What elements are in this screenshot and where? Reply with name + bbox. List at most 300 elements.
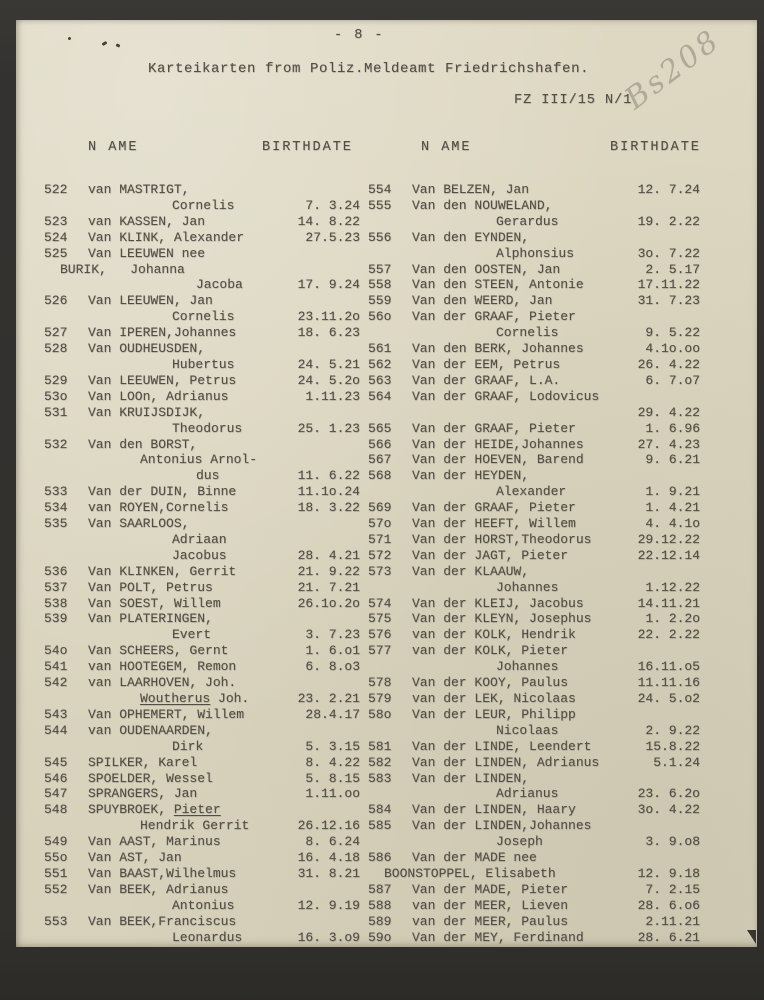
ink-speck: [68, 37, 72, 41]
entry-birthdate: 1. 2.2o: [645, 611, 700, 627]
entry-number: 525: [44, 245, 68, 261]
entry-name: Van den OOSTEN, Jan: [412, 261, 561, 277]
entry-name: Van IPEREN,Johannes: [88, 325, 237, 341]
entry-number: 581: [368, 738, 392, 754]
entry-number: 563: [368, 372, 392, 388]
entry-number: 586: [368, 850, 392, 866]
entry-number: 55o: [44, 850, 68, 866]
entry-name: Woutherus Joh.: [140, 691, 250, 706]
entry-number: 589: [368, 913, 392, 929]
entry-name: Van der EEM, Petrus: [412, 356, 561, 372]
entry-name: Van der MADE nee: [412, 850, 537, 866]
entry-number: 564: [368, 388, 392, 404]
entry-name: Van der MADE, Pieter: [412, 881, 569, 897]
entry-name: Johannes: [496, 659, 559, 675]
entry-name: Van BEEK, Adrianus: [88, 881, 229, 897]
entry-name: van der LEK, Nicolaas: [412, 691, 576, 706]
entry-birthdate: 8. 6.24: [305, 834, 360, 850]
entry-number: [44, 277, 88, 293]
entry-name: Van LEEUWEN nee: [88, 245, 206, 261]
entry-name: Van OUDHEUSDEN,: [88, 341, 206, 357]
entry-birthdate: 21. 7.21: [297, 579, 360, 595]
register-entry-line: [44, 564, 360, 580]
register-entry-line: [44, 580, 360, 596]
entry-number: 523: [44, 213, 68, 229]
entry-name: Van der LEUR, Philipp: [412, 706, 576, 722]
entry-name: Cornelis: [172, 197, 235, 213]
entry-name: Van SCHEERS, Gernt: [88, 643, 229, 659]
entry-name: Van der KLAAUW,: [412, 563, 530, 579]
entry-number: 532: [44, 436, 68, 452]
entry-number: 54o: [44, 643, 68, 659]
entry-name: Van AST, Jan: [88, 850, 182, 866]
entry-name: Van KRUIJSDIJK,: [88, 404, 206, 420]
entry-number: 541: [44, 659, 68, 675]
entry-name: van MASTRIGT,: [88, 182, 190, 197]
register-entry-line: [44, 834, 360, 850]
register-entry-line: [368, 723, 700, 739]
entry-number: 578: [368, 675, 392, 691]
register-entry-line: [368, 357, 700, 373]
register-entry-line: [368, 516, 700, 532]
column-header-name-left: N AME: [88, 140, 139, 155]
register-entry-line: [368, 500, 700, 516]
register-entry-line: [44, 468, 360, 484]
entry-number: [368, 325, 412, 341]
entry-birthdate: 11.1o.24: [297, 484, 360, 500]
entry-name: van der MEER, Lieven: [412, 897, 569, 913]
entry-number: 568: [368, 468, 392, 484]
register-entry-line: [44, 755, 360, 771]
entry-number: 537: [44, 579, 68, 595]
register-entry-line: [368, 834, 700, 850]
entry-number: [44, 532, 88, 548]
entry-birthdate: 5. 8.15: [305, 770, 360, 786]
entry-number: 56o: [368, 309, 392, 325]
entry-number: 557: [368, 261, 392, 277]
entry-name: Cornelis: [496, 325, 559, 341]
register-entry-line: [44, 214, 360, 230]
register-entry-line: [44, 707, 360, 723]
register-entry-line: [368, 643, 700, 659]
register-entry-line: [368, 627, 700, 643]
entry-name: Cornelis: [172, 309, 235, 325]
entry-name: Johannes: [496, 579, 559, 595]
entry-name: Nicolaas: [496, 722, 559, 738]
entry-birthdate: 26. 4.22: [637, 356, 700, 372]
entry-name: Van SOEST, Willem: [88, 595, 221, 611]
register-entry-line: [368, 882, 700, 898]
register-entry-line: [368, 277, 700, 293]
entry-number: [44, 930, 88, 946]
register-entry-line: [368, 802, 700, 818]
register-entry-line: [44, 914, 360, 930]
register-entry-line: [368, 214, 700, 230]
register-entry-line: [44, 405, 360, 421]
entry-birthdate: 14.11.21: [637, 595, 700, 611]
entry-name: Van der GRAAF, Pieter: [412, 309, 576, 325]
entry-name: Van der LINDEN,Johannes: [412, 818, 592, 834]
entry-birthdate: 25. 1.23: [297, 420, 360, 436]
register-entry-line: [44, 611, 360, 627]
entry-number: 588: [368, 897, 392, 913]
entry-name: Van LEEUWEN, Petrus: [88, 372, 237, 388]
entry-birthdate: 2. 9.22: [645, 722, 700, 738]
entry-number: [368, 786, 412, 802]
entry-number: 562: [368, 356, 392, 372]
entry-birthdate: 9. 6.21: [645, 452, 700, 468]
entry-number: 585: [368, 818, 392, 834]
entry-birthdate: 2. 5.17: [645, 261, 700, 277]
register-entry-line: [44, 484, 360, 500]
entry-birthdate: 1. 4.21: [645, 500, 700, 516]
underlined-name: Pieter: [173, 802, 221, 818]
register-entry-line: [44, 500, 360, 516]
entry-number: 529: [44, 372, 68, 388]
register-entry-line: [44, 516, 360, 532]
entry-number: [44, 818, 88, 834]
entry-name: Leonardus: [172, 929, 243, 945]
entry-number: 559: [368, 293, 392, 309]
reference-number: FZ III/15 N/1: [514, 93, 633, 108]
entry-birthdate: 3o. 7.22: [637, 245, 700, 261]
entry-number: 531: [44, 404, 68, 420]
entry-number: [44, 739, 88, 755]
register-entry-line: [44, 818, 360, 834]
page-number: - 8 -: [334, 28, 385, 43]
register-entry-line: [44, 659, 360, 675]
entry-number: 527: [44, 325, 68, 341]
entry-birthdate: 29. 4.22: [637, 404, 700, 420]
entry-number: [368, 834, 412, 850]
document-title: Karteikarten from Poliz.Meldeamt Friedrichshafen.: [148, 61, 590, 77]
register-entry-line: [44, 771, 360, 787]
entry-number: [368, 484, 412, 500]
register-entry-line: [44, 341, 360, 357]
entry-name: Van KLINKEN, Gerrit: [88, 563, 237, 579]
entry-number: 528: [44, 341, 68, 357]
entry-number: 551: [44, 865, 68, 881]
handwritten-mark: Bs208: [618, 22, 728, 117]
entry-name: Van BAAST,Wilhelmus: [88, 865, 237, 881]
entry-number: 582: [368, 754, 392, 770]
entry-number: 554: [368, 182, 392, 197]
entry-birthdate: 26.1o.2o: [297, 595, 360, 611]
register-entry-line: [368, 182, 700, 198]
entry-number: [368, 214, 412, 230]
entry-number: 536: [44, 563, 68, 579]
register-entry-line: [368, 850, 700, 866]
ink-speck: [116, 43, 121, 47]
entry-birthdate: 3o. 4.22: [637, 802, 700, 818]
entry-birthdate: 27.5.23: [305, 229, 360, 245]
entry-name: Van der GRAAF, L.A.: [412, 372, 561, 388]
entry-name: SPILKER, Karel: [88, 754, 198, 770]
entry-birthdate: 1.11.23: [305, 388, 360, 404]
entry-number: 579: [368, 691, 392, 706]
entry-number: 575: [368, 611, 392, 627]
register-entry-line: [44, 373, 360, 389]
register-entry-line: [44, 898, 360, 914]
register-entry-line: [44, 262, 360, 278]
entry-number: [368, 659, 412, 675]
entry-name: Van den EYNDEN,: [412, 229, 530, 245]
entry-birthdate: 11. 6.22: [297, 468, 360, 484]
entry-name: Hubertus: [172, 356, 235, 372]
entry-name: Van der HEIDE,Johannes: [412, 436, 584, 452]
entry-name: Jacoba: [196, 277, 243, 293]
entry-name: Evert: [172, 627, 212, 643]
entry-number: 569: [368, 500, 392, 516]
entry-name: Van LEEUWEN, Jan: [88, 293, 213, 309]
register-entry-line: [44, 357, 360, 373]
register-entry-line: [44, 596, 360, 612]
entry-birthdate: 24. 5.21: [297, 356, 360, 372]
register-entry-line: [368, 452, 700, 468]
entry-birthdate: 16. 4.18: [297, 850, 360, 866]
entry-name: SPOELDER, Wessel: [88, 770, 213, 786]
entry-number: [368, 405, 412, 421]
entry-number: 558: [368, 277, 392, 293]
entry-number: 553: [44, 913, 68, 929]
register-entry-line: [368, 468, 700, 484]
entry-number: 526: [44, 293, 68, 309]
entry-number: [44, 309, 88, 325]
entry-name: van ROYEN,Cornelis: [88, 500, 229, 516]
register-entry-line: [368, 866, 700, 882]
entry-number: 549: [44, 834, 68, 850]
register-entry-line: [368, 786, 700, 802]
entry-name: Van der LINDEN, Adrianus: [412, 754, 600, 770]
entry-birthdate: 23. 6.2o: [637, 786, 700, 802]
register-entry-line: [368, 293, 700, 309]
register-entry-line: [368, 548, 700, 564]
entry-name: Van der KLEYN, Josephus: [412, 611, 592, 627]
entry-name: Theodorus: [172, 420, 243, 436]
entry-birthdate: 21. 9.22: [297, 563, 360, 579]
entry-birthdate: 22.12.14: [637, 547, 700, 563]
entry-birthdate: 23. 2.21: [297, 691, 360, 706]
entry-name: Van der GRAAF, Pieter: [412, 420, 576, 436]
entry-name: Antonius Arnol-: [140, 452, 258, 468]
entry-name: Van der LINDE, Leendert: [412, 738, 592, 754]
entry-birthdate: 17. 9.24: [297, 277, 360, 293]
entry-birthdate: 31. 8.21: [297, 865, 360, 881]
entry-birthdate: 9. 5.22: [645, 325, 700, 341]
register-entry-line: [44, 532, 360, 548]
register-entry-line: [368, 898, 700, 914]
register-entry-line: [44, 691, 360, 707]
entries-column-right: [368, 182, 700, 946]
register-entry-line: [368, 484, 700, 500]
entry-name: Van OPHEMERT, Willem: [88, 706, 245, 722]
register-entry-line: [368, 389, 700, 405]
entry-birthdate: 11.11.16: [637, 675, 700, 691]
entry-name: Van der HEYDEN,: [412, 468, 530, 484]
entry-number: [368, 580, 412, 596]
entry-birthdate: 19. 2.22: [637, 213, 700, 229]
register-entry-line: [368, 755, 700, 771]
register-entry-line: [44, 548, 360, 564]
entry-name: Van der KOOY, Paulus: [412, 675, 569, 691]
entry-name: SPRANGERS, Jan: [88, 786, 198, 802]
register-entry-line: [368, 405, 700, 421]
register-entry-line: [368, 580, 700, 596]
entry-number: 548: [44, 802, 68, 818]
entry-birthdate: 28. 6.21: [637, 929, 700, 945]
underlined-name: Woutherus: [140, 691, 211, 706]
entry-number: 543: [44, 706, 68, 722]
entry-name: Van der JAGT, Pieter: [412, 547, 569, 563]
entry-name: Dirk: [172, 738, 204, 754]
entry-name: Adriaan: [172, 531, 227, 547]
register-entry-line: [368, 341, 700, 357]
entry-name: Van POLT, Petrus: [88, 579, 213, 595]
register-entry-line: [44, 627, 360, 643]
entry-birthdate: 16.11.o5: [637, 659, 700, 675]
entry-name: Van den WEERD, Jan: [412, 293, 553, 309]
register-entry-line: [368, 564, 700, 580]
register-entry-line: [368, 818, 700, 834]
register-entry-line: [368, 437, 700, 453]
register-entry-line: [368, 930, 700, 946]
entry-number: 534: [44, 500, 68, 516]
corner-mark: [747, 930, 756, 944]
entry-number: [368, 246, 412, 262]
entry-name: van der MEER, Paulus: [412, 913, 569, 929]
entries-area: [44, 182, 700, 946]
entry-birthdate: 28.4.17: [305, 706, 360, 722]
register-entry-line: [44, 246, 360, 262]
entry-birthdate: 1. 6.96: [645, 420, 700, 436]
register-entry-line: [44, 723, 360, 739]
entry-name: Van BEEK,Franciscus: [88, 913, 237, 929]
entry-birthdate: 17.11.22: [637, 277, 700, 293]
paper-page: [16, 20, 757, 947]
entry-birthdate: 29.12.22: [637, 531, 700, 547]
register-entry-line: [368, 325, 700, 341]
register-entry-line: [44, 882, 360, 898]
entry-number: 573: [368, 563, 392, 579]
entry-number: 583: [368, 770, 392, 786]
entries-column-left: [44, 182, 360, 946]
register-entry-line: [44, 739, 360, 755]
entry-name: Van der KLEIJ, Jacobus: [412, 595, 584, 611]
entry-birthdate: 15.8.22: [645, 738, 700, 754]
entry-number: [44, 898, 88, 914]
entry-name: Van BELZEN, Jan: [412, 182, 530, 197]
entry-birthdate: 28. 4.21: [297, 547, 360, 563]
register-entry-line: [44, 277, 360, 293]
register-entry-line: [368, 691, 700, 707]
entry-name: Gerardus: [496, 213, 559, 229]
entry-name: Joseph: [496, 834, 543, 850]
entry-name: Van der MEY, Ferdinand: [412, 929, 584, 945]
entry-birthdate: 24. 5.o2: [637, 691, 700, 706]
entry-number: 576: [368, 627, 392, 643]
entry-number: 544: [44, 722, 68, 738]
entry-birthdate: 1.12.22: [645, 579, 700, 595]
entry-number: [44, 452, 88, 468]
register-entry-line: [368, 914, 700, 930]
entry-name: van der KOLK, Hendrik: [412, 627, 576, 643]
entry-birthdate: 6. 7.o7: [645, 372, 700, 388]
entry-name: Antonius: [172, 897, 235, 913]
entry-number: [368, 723, 412, 739]
register-entry-line: [368, 771, 700, 787]
entry-number: 533: [44, 484, 68, 500]
register-entry-line: [368, 739, 700, 755]
entry-birthdate: 18. 3.22: [297, 500, 360, 516]
entry-name: Van der LINDEN, Haary: [412, 802, 576, 818]
column-header-name-right: N AME: [421, 140, 472, 155]
entry-name: dus: [196, 468, 220, 484]
register-entry-line: [44, 452, 360, 468]
entry-name: BOONSTOPPEL, Elisabeth: [384, 865, 556, 881]
register-entry-line: [44, 421, 360, 437]
entry-name: Van der HEEFT, Willem: [412, 516, 576, 532]
entry-number: 522: [44, 182, 68, 197]
entry-number: 565: [368, 420, 392, 436]
entry-number: [44, 198, 88, 214]
entry-number: 547: [44, 786, 68, 802]
register-entry-line: [368, 532, 700, 548]
entry-birthdate: 6. 8.o3: [305, 659, 360, 675]
entry-birthdate: 22. 2.22: [637, 627, 700, 643]
entry-number: 538: [44, 595, 68, 611]
register-entry-line: [368, 246, 700, 262]
entry-name: Jacobus: [172, 547, 227, 563]
entry-number: [44, 468, 88, 484]
entry-number: 57o: [368, 516, 392, 532]
register-entry-line: [44, 802, 360, 818]
entry-number: [44, 691, 88, 707]
entry-birthdate: 24. 5.2o: [297, 372, 360, 388]
register-entry-line: [368, 596, 700, 612]
entry-name: Van der HORST,Theodorus: [412, 531, 592, 547]
entry-number: 535: [44, 516, 68, 532]
entry-number: 556: [368, 229, 392, 245]
entry-birthdate: 3. 9.o8: [645, 834, 700, 850]
entry-number: [44, 357, 88, 373]
entry-name: Van der LINDEN,: [412, 770, 530, 786]
entry-birthdate: 18. 6.23: [297, 325, 360, 341]
register-entry-line: [44, 866, 360, 882]
entry-birthdate: 2.11.21: [645, 913, 700, 929]
register-entry-line: [368, 421, 700, 437]
entry-birthdate: 12. 9.19: [297, 897, 360, 913]
entry-number: 58o: [368, 706, 392, 722]
entry-birthdate: 16. 3.o9: [297, 929, 360, 945]
entry-name: van KASSEN, Jan: [88, 213, 206, 229]
entry-birthdate: 26.12.16: [297, 818, 360, 834]
register-entry-line: [44, 198, 360, 214]
entry-number: 542: [44, 675, 68, 691]
register-entry-line: [368, 309, 700, 325]
entry-birthdate: 4. 4.1o: [645, 516, 700, 532]
entry-name: Van den BORST,: [88, 436, 198, 452]
ink-speck: [102, 41, 108, 46]
entry-birthdate: 1. 6.o1: [305, 643, 360, 659]
register-entry-line: [44, 850, 360, 866]
entry-name: Van PLATERINGEN,: [88, 611, 213, 627]
entry-number: 572: [368, 547, 392, 563]
entry-number: 574: [368, 595, 392, 611]
entry-birthdate: 14. 8.22: [297, 213, 360, 229]
register-entry-line: [368, 198, 700, 214]
register-entry-line: [44, 643, 360, 659]
entry-name: Van KLINK, Alexander: [88, 229, 245, 245]
